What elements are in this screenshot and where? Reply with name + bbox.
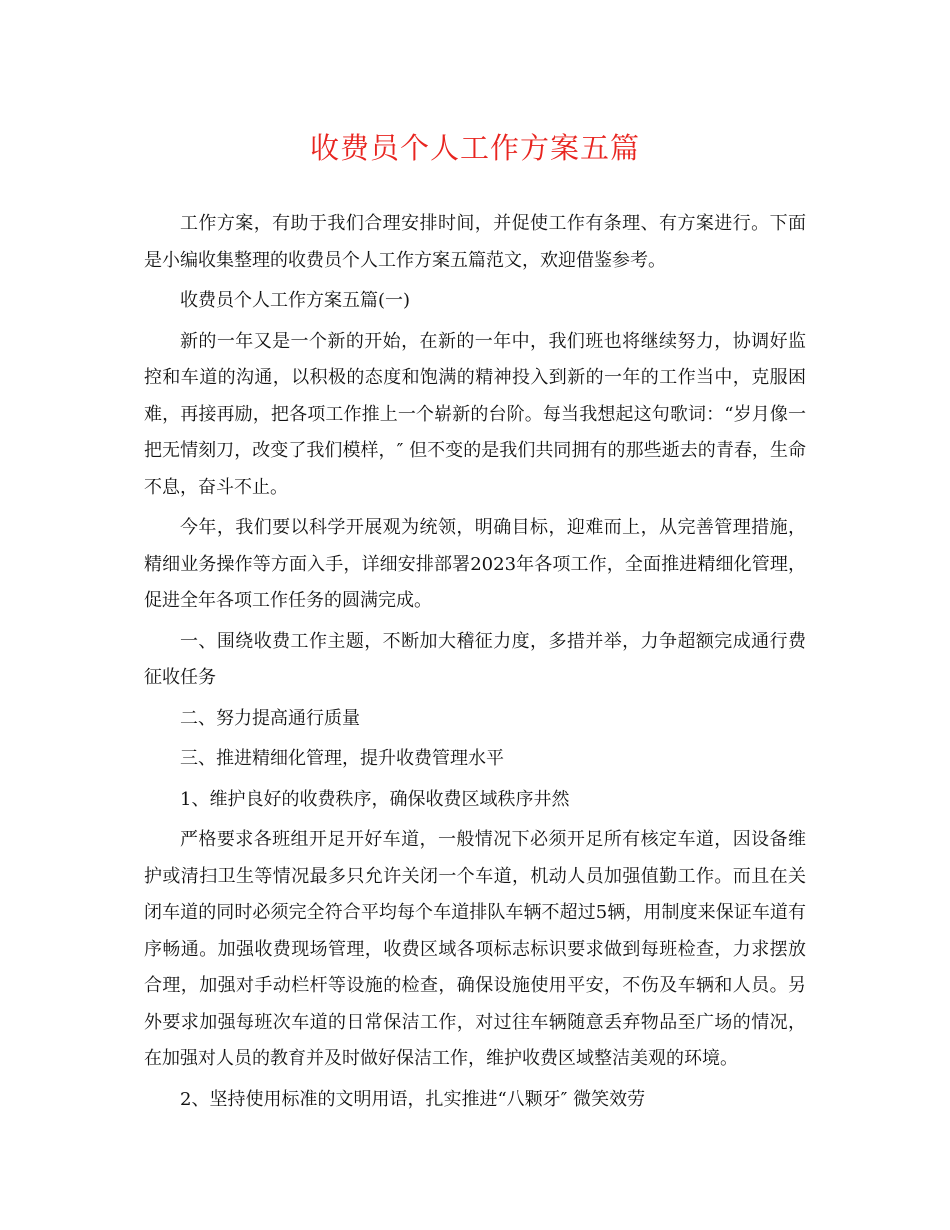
list-heading: 一、围绕收费工作主题，不断加大稽征力度，多措并举，力争超额完成通行费征收任务 — [144, 630, 806, 688]
sub-list-heading: 1、维护良好的收费秩序，确保收费区域秩序井然 — [180, 788, 570, 810]
document-body — [144, 206, 806, 1122]
intro-paragraph: 工作方案，有助于我们合理安排时间，并促使工作有条理、有方案进行。下面是小编收集整理的收费员个人工作方案五篇范文，欢迎借鉴参考。 — [144, 213, 806, 271]
document-title: 收费员个人工作方案五篇 — [309, 131, 640, 165]
body-paragraph: 新的一年又是一个新的开始，在新的一年中，我们班也将继续努力，协调好监控和车道的沟通，以积极的态度和饱满的精神投入到新的一年的工作当中，克服困难，再接再励，把各项工作推上一个崭新的台阶。每当我想起这句歌词：“岁月像一把无情刻刀，改变了我们模样，″ 但不变的是我们共同拥有的那些逝去的青春，生命不息，奋斗不止。 — [144, 330, 806, 498]
section-heading: 收费员个人工作方案五篇(一) — [180, 290, 411, 311]
body-paragraph: 严格要求各班组开足开好车道，一般情况下必须开足所有核定车道，因设备维护或清扫卫生等情况最多只允许关闭一个车道，机动人员加强值勤工作。而且在关闭车道的同时必须完全符合平均每个车道排队车辆不超过5辆，用制度来保证车道有序畅通。加强收费现场管理，收费区域各项标志标识要求做到每班检查，力求摆放合理，加强对手动栏杆等设施的检查，确保设施使用平安，不伤及车辆和人员。另外要求加强每班次车道的日常保洁工作，对过往车辆随意丢弃物品至广场的情况，在加强对人员的教育并及时做好保洁工作，维护收费区域整洁美观的环境。 — [144, 829, 806, 1069]
sub-list-heading: 2、坚持使用标准的文明用语，扎实推进“八颗牙″ 微笑效劳 — [180, 1088, 646, 1110]
list-heading: 二、努力提高通行质量 — [180, 707, 360, 729]
body-paragraph: 今年，我们要以科学开展观为统领，明确目标，迎难而上，从完善管理措施，精细业务操作等方面入手，详细安排部署2023年各项工作，全面推进精细化管理，促进全年各项工作任务的圆满完成。 — [144, 517, 806, 611]
list-heading: 三、推进精细化管理，提升收费管理水平 — [180, 748, 504, 769]
